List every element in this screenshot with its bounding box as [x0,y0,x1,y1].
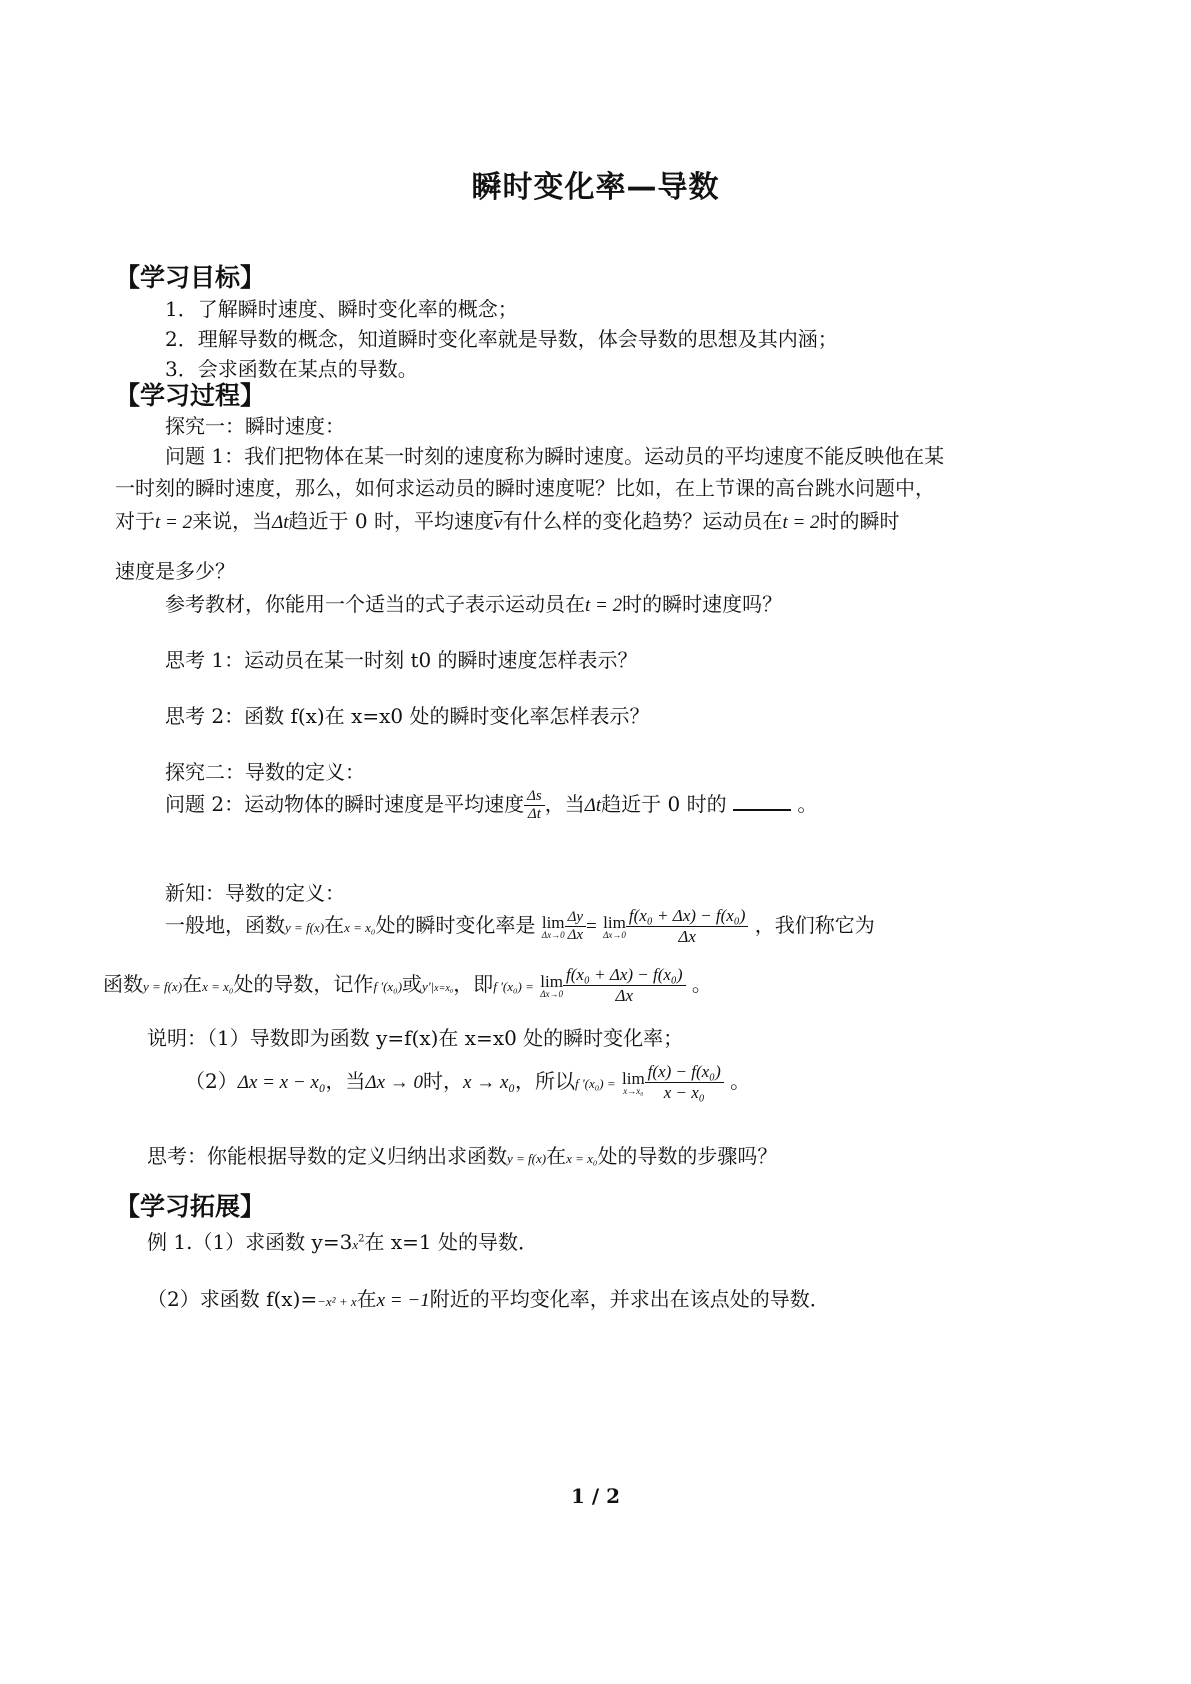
page-title: 瞬时变化率—导数 [471,170,720,205]
limit-operator: lim Δx→0 [540,971,564,999]
difference-quotient: $\frac{\text{f(x₀ + Δx) − f(x₀)}}{\Delta x}$ [563,965,685,1006]
difference-quotient: $\frac{\text{f(x₀ + Δx) − f(x₀)}}{\Delta x}$ [626,906,748,947]
difference-quotient: $\frac{\text{f(x) − f(x₀)}}{\text{x − x₀}}$ [645,1062,724,1103]
derivative-definition-line: 函数y = f(x)在x = x₀处的导数，记作f '(x₀)或y'|x=x₀，即f '(x₀) = lim Δx→0 $\frac{\text{f(x₀ + Δx) − f(x₀)}}{\Delta x}$ 。 [103,965,712,1005]
goal-item: 1．了解瞬时速度、瞬时变化率的概念； [165,297,518,321]
explore-two-heading: 探究二：导数的定义： [165,760,365,784]
problem-one-line: 对于t = 2来说，当Δt趋近于 0 时，平均速度$\overline{v}$有什么样的变化趋势？运动员在t = 2时的瞬时 [115,509,900,533]
think-one: 思考 1：运动员在某一时刻 t0 的瞬时速度怎样表示？ [165,648,638,672]
problem-one-line: 速度是多少？ [115,559,235,583]
section-heading-goals: 【学习目标】 [115,263,266,292]
think-three: 思考：你能根据导数的定义归纳出求函数y = f(x)在x = x₀处的导数的步骤吗？ [147,1144,778,1168]
example-one: 例 1.（1）求函数 $y=3x^2$在 x=1 处的导数． [147,1230,538,1254]
answer-blank[interactable] [733,793,791,811]
think-two: 思考 2：函数 f(x)在 x=x0 处的瞬时变化率怎样表示？ [165,704,650,728]
new-knowledge-heading: 新知：导数的定义： [165,881,345,905]
page-number: 1 / 2 [570,1484,621,1508]
section-heading-extension: 【学习拓展】 [115,1192,266,1221]
limit-operator: lim Δx→0 [541,912,565,940]
limit-operator: lim x→x₀ [622,1068,645,1096]
problem-one-line: 问题 1：我们把物体在某一时刻的速度称为瞬时速度。运动员的平均速度不能反映他在某 [165,444,945,468]
reference-question: 参考教材，你能用一个适当的式子表示运动员在t = 2时的瞬时速度吗？ [165,592,783,616]
section-heading-process: 【学习过程】 [115,381,266,410]
derivative-definition-line: 一般地，函数y = f(x)在x = x₀处的瞬时变化率是 lim Δx→0 $\frac{\Delta y}{\Delta x}$ = lim Δx→0 $\frac{\text{f(x₀ + Δx) − f(x₀)}}{\Delta x}$ ，我们称它为 [165,906,875,946]
example-two: （2）求函数 f(x)=−x² + x在x = −1附近的平均变化率，并求出在该点处的导数． [147,1287,830,1311]
problem-one-line: 一时刻的瞬时速度，那么，如何求运动员的瞬时速度呢？比如，在上节课的高台跳水问题中， [115,476,935,500]
delta-s-over-delta-t: $\frac{\Delta s}{\Delta t}$ [524,788,545,823]
problem-two: 问题 2：运动物体的瞬时速度是平均速度 $\frac{\Delta s}{\Delta t}$ ，当Δt趋近于 0 时的 。 [165,788,818,822]
goal-item: 2．理解导数的概念，知道瞬时变化率就是导数，体会导数的思想及其内涵； [165,327,838,351]
limit-operator: lim Δx→0 [603,912,626,940]
note-one: 说明：（1）导数即为函数 y=f(x)在 x=x0 处的瞬时变化率； [147,1026,684,1050]
dy-over-dx: $\frac{\Delta y}{\Delta x}$ [565,909,586,944]
note-two: （2）Δx = x − x₀，当Δx → 0时，x → x₀，所以f '(x₀) = lim x→x₀ $\frac{\text{f(x) − f(x₀)}}{\text{x − x₀}}$ 。 [185,1062,751,1102]
goal-item: 3．会求函数在某点的导数。 [165,357,418,381]
explore-one-heading: 探究一：瞬时速度： [165,414,345,438]
